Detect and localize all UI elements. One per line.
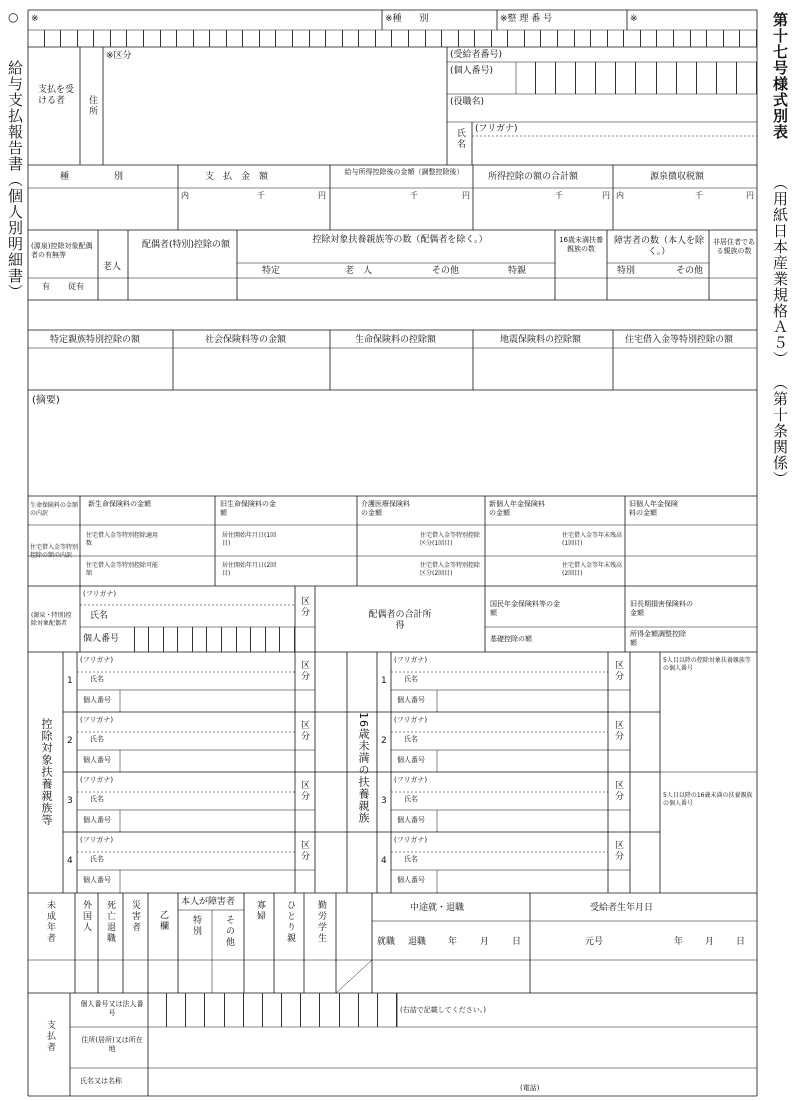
kaigo: 介護医療保険料の金額 <box>361 500 410 517</box>
chuto-tsuki: 月 <box>480 937 490 947</box>
dependent-kojin: 個人番号 <box>83 816 111 824</box>
honnin-tokubetsu: 特別 <box>191 915 201 937</box>
spouse-number-boxes <box>120 627 295 652</box>
kubun-1: 住宅借入金等特別控除区分(1回目) <box>420 532 481 547</box>
seinengappi: 受給者生年月日 <box>590 903 654 913</box>
sen-2: 千 <box>410 191 418 200</box>
payer-number-boxes <box>148 993 397 1027</box>
zandaka-1: 住宅借入金等年末残高(1回目) <box>562 532 623 547</box>
dependent-kubun: 区分 <box>613 780 623 802</box>
recipient-label: 支払を受ける者 <box>38 85 75 106</box>
kokumin: 国民年金保険料等の金額 <box>490 600 560 617</box>
gensen-col: 源泉徴収税額 <box>650 172 705 182</box>
dependent-name: 氏名 <box>90 855 104 863</box>
juari-label: 従有 <box>68 282 84 291</box>
sonota2-label: その他 <box>676 266 704 276</box>
chosei: 所得金額調整控除額 <box>630 630 686 647</box>
top-mark: ※ <box>31 14 39 24</box>
ari-label: 有 <box>42 282 50 291</box>
en-4: 円 <box>746 191 754 200</box>
uchi-2: 内 <box>616 191 624 200</box>
housing-row-label: 住宅借入金等特別控除の額の内訳 <box>30 544 79 559</box>
uchi-1: 内 <box>181 191 189 200</box>
dependent-kubun: 区分 <box>299 780 309 802</box>
note-1: 5人目以降の控除対象扶養親族等の個人番号 <box>663 657 751 672</box>
tekiyo-label: (摘要) <box>32 395 60 406</box>
dependent-num: 1 <box>381 676 387 686</box>
dependent-kojin: 個人番号 <box>397 756 425 764</box>
form-number: 第十七号様式別表 <box>771 12 789 140</box>
dependent-name: 氏名 <box>90 795 104 803</box>
chuto-nen: 年 <box>448 937 458 947</box>
en-3: 円 <box>602 191 610 200</box>
dependent-num: 3 <box>381 796 387 806</box>
payer-denwa: (電話) <box>520 1084 540 1092</box>
seiri-label: ※整 理 番 号 <box>500 14 553 24</box>
sen-3: 千 <box>555 191 563 200</box>
shogai-label: 障害者の数（本人を除く。） <box>613 236 704 257</box>
paper-size: （用紙日本産業規格Ａ５） <box>771 175 789 367</box>
rojin2-label: 老 人 <box>345 266 373 276</box>
under16-label: 16歳未満扶養親族の数 <box>559 236 603 253</box>
insurance-row-label: 生命保険料の金額の内訳 <box>30 502 79 517</box>
dependent-furigana: (フリガナ) <box>80 836 114 844</box>
chuto-hi: 日 <box>512 937 522 947</box>
jukyu-no-label: (受給者番号) <box>450 50 503 60</box>
payer-label: 支払者 <box>45 1020 55 1053</box>
dependent-num: 3 <box>67 796 73 806</box>
dependent-num: 2 <box>381 736 387 746</box>
sen-1: 千 <box>257 191 265 200</box>
dependent-kojin: 個人番号 <box>83 876 111 884</box>
hitori: ひとり親 <box>285 900 295 944</box>
birth-nen: 年 <box>674 937 684 947</box>
top-mark-2: ※ <box>630 14 638 24</box>
dependent-kubun: 区分 <box>613 840 623 862</box>
tokushin-label: 特親 <box>508 266 527 276</box>
dependent-kojin: 個人番号 <box>83 696 111 704</box>
dependent-num: 4 <box>381 856 387 866</box>
otsu: 乙欄 <box>158 910 168 932</box>
spouse-furigana: (フリガナ) <box>83 590 117 598</box>
spouse-gokei: 配偶者の合計所得 <box>368 610 432 631</box>
hikyoju-label: 非居住者である親族の数 <box>713 238 755 255</box>
kano: 住宅借入金等特別控除可能額 <box>86 562 159 577</box>
kaishi-1: 居住開始年月日(1回目) <box>222 532 277 547</box>
shibo: 死亡退職 <box>105 900 115 944</box>
dependent-kojin: 個人番号 <box>83 756 111 764</box>
spouse-name: 氏名 <box>90 611 109 621</box>
birth-hi: 日 <box>736 937 746 947</box>
chuto: 中途就・退職 <box>410 903 465 913</box>
dependent-name: 氏名 <box>404 855 418 863</box>
taishoku: 退職 <box>408 937 427 947</box>
dependent-num: 2 <box>67 736 73 746</box>
tokutei-label: 特定 <box>262 266 281 276</box>
note-2: 5人目以降の16歳未満の扶養親族の個人番号 <box>663 792 753 807</box>
shiharai-col: 支 払 金 額 <box>205 172 269 182</box>
circle-mark: ○ <box>8 10 19 24</box>
dependent-furigana: (フリガナ) <box>394 656 428 664</box>
en-1: 円 <box>318 191 326 200</box>
shubetsu-label: ※種 別 <box>385 14 429 24</box>
dependent-num: 1 <box>67 676 73 686</box>
payer-migi: (右詰で記載してください。) <box>400 1006 486 1014</box>
dependent-kubun: 区分 <box>299 660 309 682</box>
en-2: 円 <box>462 191 470 200</box>
dependent-name: 氏名 <box>90 735 104 743</box>
jishin-label: 地震保険料の控除額 <box>500 335 582 345</box>
payer-shimei: 氏名又は名称 <box>80 1077 122 1085</box>
left-title: 給与支払報告書（個人別明細書） <box>6 60 24 300</box>
saigai: 災害者 <box>130 900 140 933</box>
payer-kojin: 個人番号又は法人番号 <box>80 1000 144 1017</box>
gaikoku: 外国人 <box>81 900 91 933</box>
yakushoku-label: (役職名) <box>450 97 485 107</box>
furigana-label: (フリガナ) <box>475 124 518 134</box>
shushoku: 就職 <box>377 937 396 947</box>
payer-jusho: 住所(居所)又は所在地 <box>81 1036 143 1053</box>
dependent-furigana: (フリガナ) <box>80 656 114 664</box>
kinro: 勤労学生 <box>316 900 326 944</box>
dependent-furigana: (フリガナ) <box>394 836 428 844</box>
fuyo-title: 控除対象扶養親族等の数（配偶者を除く。） <box>312 235 488 245</box>
seimei-label: 生命保険料の控除額 <box>355 335 437 345</box>
tokubetsu-label: 特別 <box>617 266 636 276</box>
kyu-choki: 旧長期損害保険料の金額 <box>630 600 693 617</box>
shubetsu-col: 種 別 <box>60 172 124 182</box>
rojin-label: 老人 <box>103 262 122 272</box>
dependent-kubun: 区分 <box>299 720 309 742</box>
zandaka-2: 住宅借入金等年末残高(2回目) <box>562 562 623 577</box>
dependent-kubun: 区分 <box>613 660 623 682</box>
miseinen: 未成年者 <box>45 900 55 944</box>
haigusha-umu: (源泉)控除対象配偶者の有無等 <box>31 242 93 259</box>
spouse-kubun: 区分 <box>299 596 309 618</box>
dependent-name: 氏名 <box>404 795 418 803</box>
dependent-kojin: 個人番号 <box>397 696 425 704</box>
kyu-seimei: 旧生命保険料の金額 <box>220 500 276 517</box>
honnin: 本人が障害者 <box>181 897 236 907</box>
kojin-number-boxes <box>516 62 757 94</box>
dependent-name: 氏名 <box>404 735 418 743</box>
tokutei-shinzoku: 特定親族特別控除の額 <box>50 335 141 345</box>
kyu-nenkin: 旧個人年金保険料の金額 <box>629 500 678 517</box>
dependent-kojin: 個人番号 <box>397 816 425 824</box>
address-label: 住所 <box>87 95 97 117</box>
spouse-label: (源泉・特別)控除対象配偶者 <box>31 612 72 627</box>
dependent-name: 氏名 <box>90 675 104 683</box>
tekiyo-su: 住宅借入金等特別控除適用数 <box>86 532 159 547</box>
kiso: 基礎控除の額 <box>490 635 532 643</box>
shakai-label: 社会保険料等の金額 <box>205 335 287 345</box>
shin-nenkin: 新個人年金保険料の金額 <box>489 500 545 517</box>
gengo: 元号 <box>585 937 604 947</box>
top-digit-boxes <box>28 30 757 47</box>
dependents-mid-label: 16歳未満の扶養親族 <box>357 712 370 824</box>
dependent-furigana: (フリガナ) <box>394 776 428 784</box>
kubun-2: 住宅借入金等特別控除区分(2回目) <box>420 562 481 577</box>
spouse-kojin: 個人番号 <box>83 634 120 644</box>
kyuyo-col: 給与所得控除後の金額（調整控除後） <box>344 168 464 176</box>
birth-tsuki: 月 <box>705 937 715 947</box>
dependents-left-label: 控除対象扶養親族等 <box>40 718 53 826</box>
dependent-name: 氏名 <box>404 675 418 683</box>
article-ref: （第十条関係） <box>771 375 789 487</box>
dependent-kubun: 区分 <box>299 840 309 862</box>
kaishi-2: 居住開始年月日(2回目) <box>222 562 277 577</box>
dependent-kubun: 区分 <box>613 720 623 742</box>
honnin-sonota: その他 <box>224 915 234 948</box>
haigusha-kojo: 配偶者(特別)控除の額 <box>141 240 231 250</box>
name-label: 氏名 <box>455 128 465 150</box>
shin-seimei: 新生命保険料の金額 <box>88 500 151 508</box>
dependent-furigana: (フリガナ) <box>80 716 114 724</box>
kubun-label: ※区分 <box>106 51 132 61</box>
dependent-kojin: 個人番号 <box>397 876 425 884</box>
dependent-furigana: (フリガナ) <box>394 716 428 724</box>
kafu: 寡婦 <box>255 900 265 922</box>
dependent-num: 4 <box>67 856 73 866</box>
sen-4: 千 <box>695 191 703 200</box>
sonota-label: その他 <box>432 266 460 276</box>
jutaku-label: 住宅借入金等特別控除の額 <box>625 335 734 345</box>
dependent-furigana: (フリガナ) <box>80 776 114 784</box>
kojo-gokei-col: 所得控除の額の合計額 <box>488 172 579 182</box>
kojin-no-label: (個人番号) <box>450 66 494 76</box>
